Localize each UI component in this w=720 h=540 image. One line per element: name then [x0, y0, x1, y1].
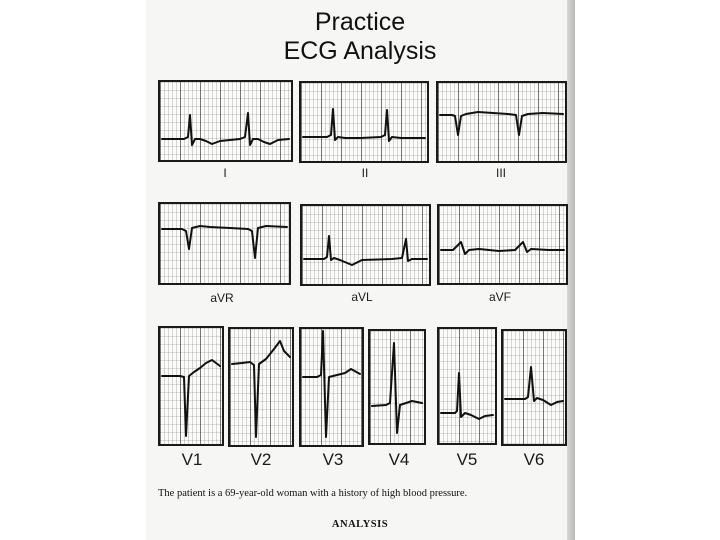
- lead-label-i: I: [223, 166, 227, 180]
- ecg-trace-lead-avl: [302, 206, 429, 284]
- lead-label-avr: aVR: [210, 291, 234, 305]
- title-line-1: Practice: [314, 8, 406, 36]
- title-line-2: ECG Analysis: [283, 37, 437, 65]
- ecg-strip-lead-iii: [436, 81, 567, 163]
- lead-label-avl: aVL: [351, 290, 373, 304]
- lead-label-avf: aVF: [488, 290, 511, 304]
- lead-label-v3: V3: [322, 450, 344, 469]
- page-gutter-shadow: [567, 0, 575, 540]
- ecg-trace-lead-v5: [439, 329, 495, 443]
- ecg-trace-lead-v6: [503, 331, 565, 444]
- lead-label-iii: III: [495, 166, 506, 180]
- ecg-strip-lead-i: [158, 80, 293, 162]
- ecg-strip-lead-v3: [299, 327, 364, 447]
- ecg-strip-lead-v2: [228, 327, 294, 447]
- ecg-trace-lead-i: [160, 82, 291, 160]
- ecg-strip-lead-avf: [437, 204, 568, 285]
- ecg-strip-lead-v6: [501, 329, 567, 446]
- ecg-strip-lead-v4: [368, 329, 426, 445]
- ecg-trace-lead-v2: [230, 329, 292, 445]
- ecg-strip-lead-avl: [300, 204, 431, 286]
- ecg-trace-lead-v4: [370, 331, 424, 443]
- ecg-strip-lead-ii: [299, 81, 429, 163]
- ecg-trace-lead-ii: [301, 83, 427, 161]
- lead-label-ii: II: [361, 166, 369, 180]
- ecg-trace-lead-avf: [439, 206, 566, 283]
- lead-label-v5: V5: [456, 450, 478, 469]
- lead-label-v1: V1: [181, 450, 203, 469]
- ecg-strip-lead-v5: [437, 327, 497, 445]
- lead-label-v2: V2: [250, 450, 272, 469]
- patient-caption: The patient is a 69-year-old woman with a history of high blood pressure.: [158, 488, 468, 499]
- ecg-trace-lead-v3: [301, 329, 362, 445]
- ecg-strip-lead-v1: [158, 326, 224, 446]
- lead-label-v4: V4: [388, 450, 410, 469]
- analysis-heading: ANALYSIS: [331, 519, 389, 530]
- lead-label-v6: V6: [523, 450, 545, 469]
- ecg-trace-lead-v1: [160, 328, 222, 444]
- ecg-trace-lead-iii: [438, 83, 565, 161]
- ecg-strip-lead-avr: [158, 202, 291, 285]
- ecg-trace-lead-avr: [160, 204, 289, 283]
